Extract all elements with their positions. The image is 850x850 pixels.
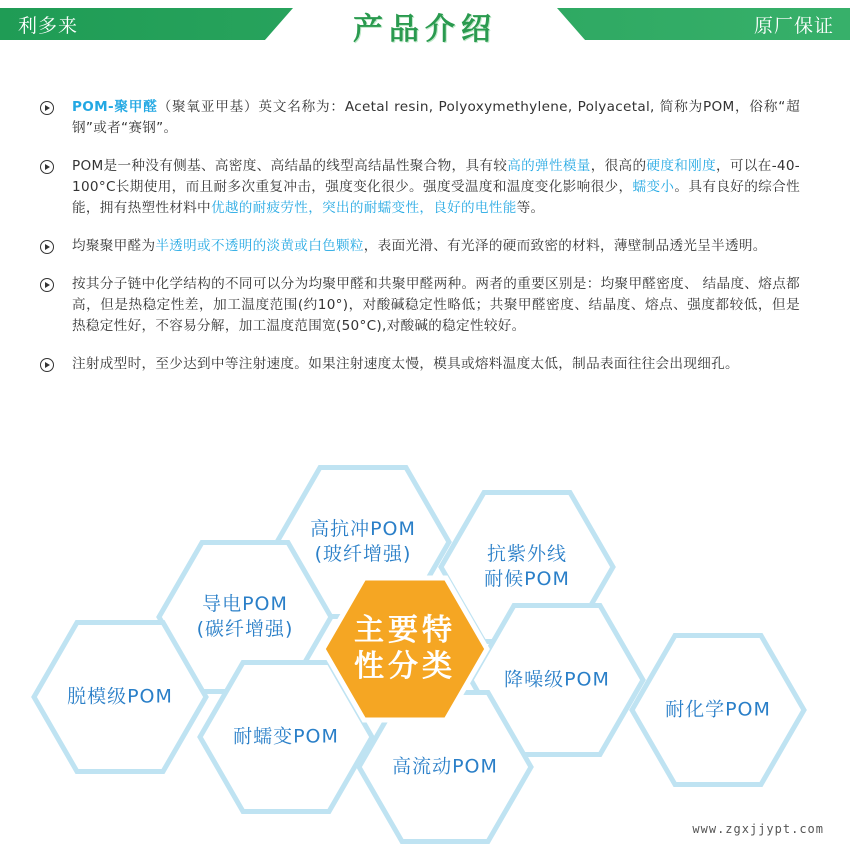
text-span: 均聚聚甲醛为 — [72, 238, 156, 254]
feature-label — [310, 517, 416, 567]
feature-label-line1: 导电POM — [202, 593, 288, 615]
center-label — [354, 613, 456, 685]
feature-honeycomb — [0, 462, 850, 850]
highlight-span: 高的弹性模量 — [507, 158, 591, 174]
highlight-span: 优越的耐疲劳性，突出的耐蠕变性，良好的电性能 — [210, 200, 517, 216]
play-circle-icon — [40, 160, 54, 174]
feature-label-line1: 降噪级POM — [504, 668, 610, 691]
feature-label-line1: 脱模级POM — [67, 685, 173, 708]
guarantee-text: 原厂保证 — [753, 15, 834, 37]
highlight-span: 蠕变小 — [632, 179, 675, 195]
center-label-line1: 主要特 — [354, 613, 456, 648]
paragraph-text — [72, 156, 800, 219]
feature-label-line1: 高抗冲POM — [310, 518, 416, 540]
paragraph — [40, 354, 800, 375]
text-span: 。具有良好的综合性能，拥有热塑性材料中 — [72, 179, 800, 216]
feature-label — [197, 592, 294, 642]
play-circle-icon — [40, 101, 54, 115]
text-span: （聚氧亚甲基）英文名称为：Acetal resin, Polyoxymethylene, Polyacetal, 简称为POM，俗称“超钢”或者“赛钢”。 — [72, 99, 800, 136]
feature-label-line1: 耐化学POM — [665, 698, 771, 721]
text-span: ，很高的 — [590, 158, 647, 174]
text-span: ，表面光滑、有光泽的硬而致密的材料，薄壁制品透光呈半透明。 — [363, 238, 767, 254]
feature-label-line2: (玻纤增强) — [314, 543, 412, 565]
center-label-line2: 性分类 — [354, 649, 456, 684]
text-span: 等。 — [516, 200, 545, 216]
brand-name: 利多来 — [18, 15, 79, 37]
product-description — [40, 97, 800, 392]
feature-label — [504, 668, 610, 693]
header-banner — [0, 0, 850, 54]
play-circle-icon — [40, 240, 54, 254]
feature-label-line1: 高流动POM — [392, 755, 498, 778]
feature-label — [233, 725, 339, 750]
feature-label — [67, 685, 173, 710]
page-title: 产品介绍 — [353, 12, 497, 47]
paragraph — [40, 236, 800, 257]
text-span: POM是一种没有侧基、高密度、高结晶的线型高结晶性聚合物，具有较 — [72, 158, 508, 174]
highlight-span: 硬度和刚度 — [646, 158, 717, 174]
feature-label-line2: 耐候POM — [484, 568, 570, 590]
feature-label — [665, 698, 771, 723]
feature-label-line1: 耐蠕变POM — [233, 725, 339, 748]
paragraph — [40, 274, 800, 337]
text-span: 按其分子链中化学结构的不同可以分为均聚甲醛和共聚甲醛两种。两者的重要区别是：均聚甲醛密度、 结晶度、熔点都高，但是热稳定性差，加工温度范围(约10°)，对酸碱稳定性略低；共聚甲醛密度、结晶度、熔点、强度都较低，但是热稳定性好，不容易分解，加工温度范围宽(50°C),对酸碱的稳定性较好。 — [72, 276, 800, 334]
feature-label-line2: (碳纤增强) — [196, 618, 294, 640]
watermark: www.zgxjjypt.com — [692, 822, 824, 836]
text-span: 注射成型时，至少达到中等注射速度。如果注射速度太慢，模具或熔料温度太低，制品表面往往会出现细孔。 — [72, 356, 739, 372]
feature-label-line1: 抗紫外线 — [486, 543, 567, 565]
feature-label — [392, 755, 498, 780]
paragraph-text — [72, 97, 800, 139]
text-span: ，可以在-40-100°C长期使用，而且耐多次重复冲击，强度变化很少。强度受温度和温度变化影响很少， — [72, 158, 800, 195]
feature-label — [484, 542, 570, 592]
play-circle-icon — [40, 278, 54, 292]
paragraph — [40, 156, 800, 219]
play-circle-icon — [40, 358, 54, 372]
highlight-span: POM-聚甲醛 — [72, 99, 158, 115]
highlight-span: 半透明或不透明的淡黄或白色颗粒 — [155, 238, 364, 254]
paragraph-text — [72, 354, 800, 375]
paragraph — [40, 97, 800, 139]
paragraph-text — [72, 236, 800, 257]
paragraph-text — [72, 274, 800, 337]
